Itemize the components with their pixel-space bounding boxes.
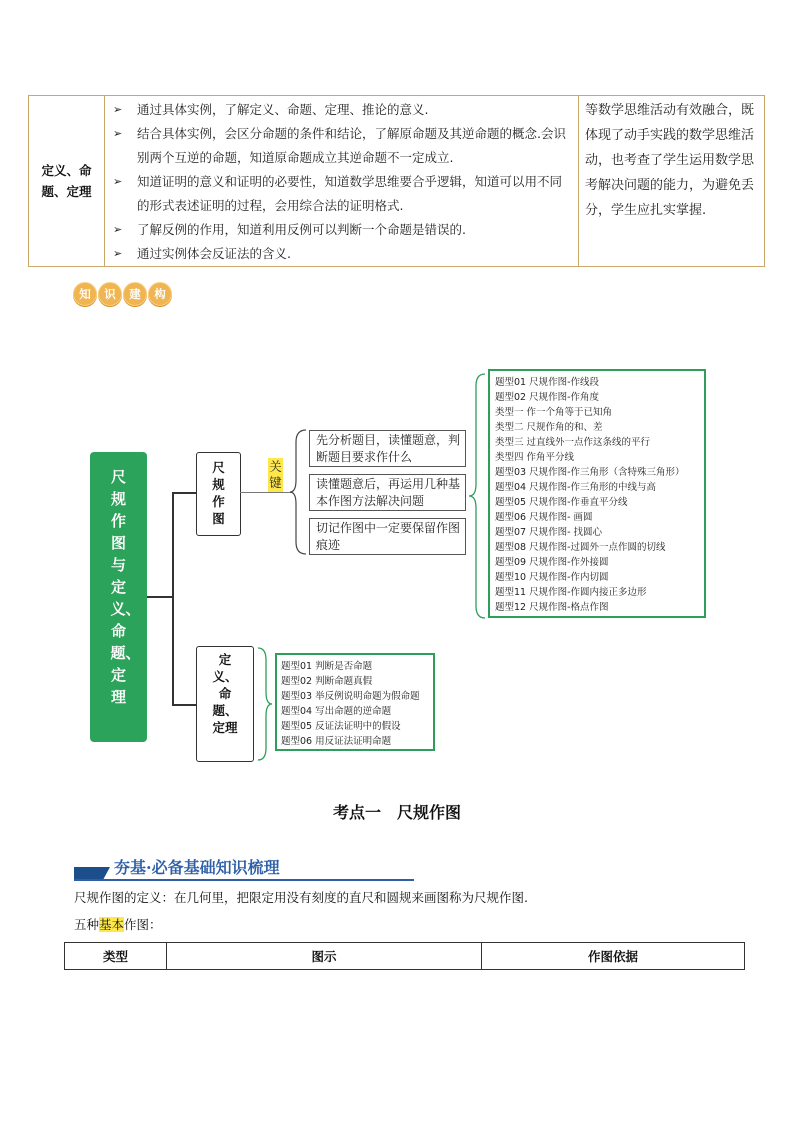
list-item: 题型03 尺规作图-作三角形（含特殊三角形） bbox=[495, 467, 685, 478]
curriculum-table bbox=[28, 95, 765, 267]
arrow-bullet-icon: ➢ bbox=[113, 127, 123, 140]
branch-node-construction: 尺规作图 bbox=[196, 452, 241, 536]
badge-char: 识 bbox=[98, 282, 122, 306]
list-item: ➢ 了解反例的作用，知道利用反例可以判断一个命题是错误的. bbox=[111, 218, 574, 242]
section-title: 夯基·必备基础知识梳理 bbox=[114, 858, 280, 877]
label-line: 题、定理 bbox=[41, 184, 92, 199]
list-item: 题型12 尺规作图-格点作图 bbox=[495, 602, 609, 613]
list-item: 类型四 作角平分线 bbox=[495, 452, 575, 463]
connector-line bbox=[147, 596, 173, 598]
badge-char: 建 bbox=[123, 282, 147, 306]
arrow-bullet-icon: ➢ bbox=[113, 103, 123, 116]
list-item: 类型三 过直线外一点作这条线的平行 bbox=[495, 437, 651, 448]
mindmap-root: 尺规作图与定义、命题、定理 bbox=[90, 452, 147, 742]
definition-text: 尺规作图的定义：在几何里，把限定用没有刻度的直尺和圆规来画图称为尺规作图. bbox=[74, 890, 528, 905]
section-rule bbox=[74, 879, 414, 881]
knowledge-structure-badge bbox=[73, 282, 172, 308]
connector-line bbox=[172, 492, 174, 705]
list-item: ➢ 通过实例体会反证法的含义. bbox=[111, 242, 574, 266]
label-line: 定义、命 bbox=[41, 163, 92, 178]
definition-types-brace bbox=[254, 646, 274, 762]
list-item: 题型11 尺规作图-作圆内接正多边形 bbox=[495, 587, 647, 598]
list-item: 题型05 尺规作图-作垂直平分线 bbox=[495, 497, 628, 508]
list-item: 题型02 尺规作图-作角度 bbox=[495, 392, 600, 403]
types-brace bbox=[467, 372, 487, 620]
tip-box: 先分析题目，读懂题意，判断题目要求作什么 bbox=[309, 430, 466, 467]
badge-char: 知 bbox=[73, 282, 97, 306]
list-item: 题型08 尺规作图-过圆外一点作圆的切线 bbox=[495, 542, 666, 553]
list-item: ➢ 知道证明的意义和证明的必要性，知道数学思维要合乎逻辑，知道可以用不同的形式表述证明的过程，会用综合法的证明格式. bbox=[111, 170, 574, 218]
arrow-bullet-icon: ➢ bbox=[113, 223, 123, 236]
section-marker-icon bbox=[74, 867, 110, 879]
table-row-label bbox=[29, 96, 105, 267]
list-item: ➢ 通过具体实例，了解定义、命题、定理、推论的意义. bbox=[111, 98, 574, 122]
arrow-bullet-icon: ➢ bbox=[113, 175, 123, 188]
construction-types-list bbox=[488, 369, 706, 618]
five-constructions-text: 五种基本作图： bbox=[74, 917, 162, 932]
arrow-bullet-icon: ➢ bbox=[113, 247, 123, 260]
list-item: 题型02 判断命题真假 bbox=[281, 676, 373, 687]
branch-node-definition: 定义、命题、定理 bbox=[196, 646, 254, 762]
connector-line bbox=[240, 492, 292, 493]
tip-box: 切记作图中一定要保留作图痕迹 bbox=[309, 518, 466, 555]
list-item: 题型04 写出命题的逆命题 bbox=[281, 706, 392, 717]
list-item: 题型09 尺规作图-作外接圆 bbox=[495, 557, 609, 568]
section-header bbox=[74, 855, 414, 885]
definition-types-list bbox=[275, 653, 435, 751]
connector-line bbox=[172, 492, 196, 494]
list-item: 题型05 反证法证明中的假设 bbox=[281, 721, 401, 732]
constructions-table bbox=[64, 942, 745, 970]
list-item: 题型06 用反证法证明命题 bbox=[281, 736, 392, 747]
key-label: 关键 bbox=[269, 459, 282, 490]
list-item: 题型04 尺规作图-作三角形的中线与高 bbox=[495, 482, 657, 493]
list-item: ➢ 结合具体实例，会区分命题的条件和结论，了解原命题及其逆命题的概念.会识别两个互逆的命题，知道原命题成立其逆命题不一定成立. bbox=[111, 122, 574, 170]
list-item: 题型07 尺规作图- 找圆心 bbox=[495, 527, 603, 538]
column-header: 作图依据 bbox=[482, 943, 745, 970]
list-item: 题型01 尺规作图-作线段 bbox=[495, 377, 600, 388]
page-title: 考点一 尺规作图 bbox=[332, 803, 461, 822]
connector-line bbox=[172, 704, 196, 706]
list-item: 题型06 尺规作图- 画圆 bbox=[495, 512, 593, 523]
list-item: 题型10 尺规作图-作内切圆 bbox=[495, 572, 609, 583]
list-item: 类型二 尺规作角的和、差 bbox=[495, 422, 603, 433]
column-header: 图示 bbox=[167, 943, 482, 970]
list-item: 题型01 判断是否命题 bbox=[281, 661, 373, 672]
badge-char: 构 bbox=[148, 282, 172, 306]
list-item: 题型03 举反例说明命题为假命题 bbox=[281, 691, 420, 702]
requirements-cell bbox=[105, 96, 579, 267]
note-cell: 等数学思维活动有效融合，既体现了动手实践的数学思维活动，也考查了学生运用数学思考解决问题的能力，为避免丢分，学生应扎实掌握. bbox=[579, 96, 765, 267]
tips-brace bbox=[290, 428, 308, 556]
list-item: 类型一 作一个角等于已知角 bbox=[495, 407, 613, 418]
column-header: 类型 bbox=[65, 943, 167, 970]
tip-box: 读懂题意后，再运用几种基本作图方法解决问题 bbox=[309, 474, 466, 511]
